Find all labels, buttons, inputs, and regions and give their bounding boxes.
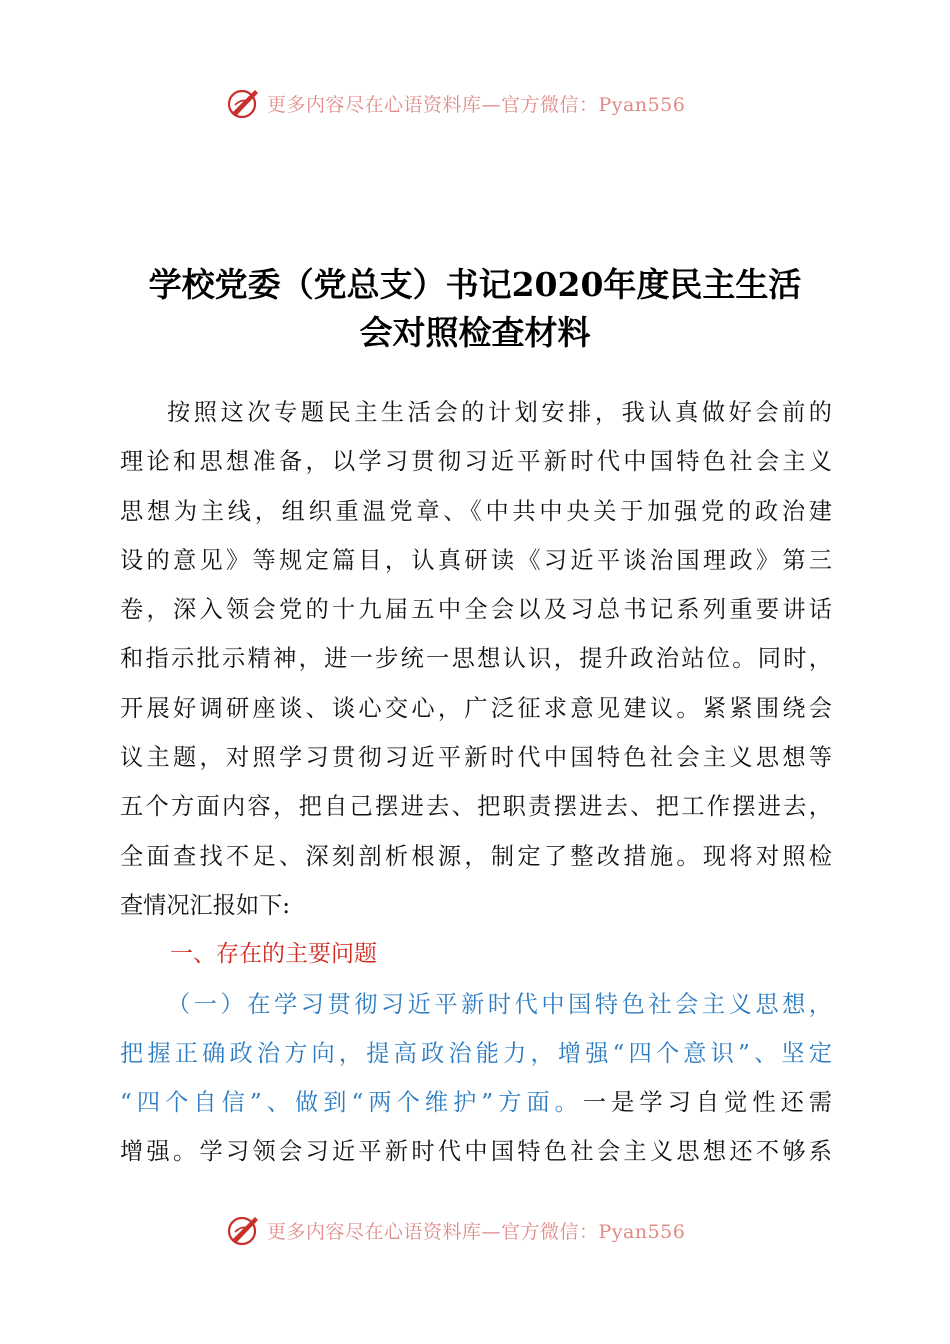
- paragraph-line: 增强。学习领会习近平新时代中国特色社会主义思想还不够系: [120, 1138, 832, 1166]
- paragraph-line: 卷，深入领会党的十九届五中全会以及习总书记系列重要讲话: [120, 596, 832, 624]
- watermark-banner-bottom: [225, 1210, 725, 1250]
- paragraph-line: 开展好调研座谈、谈心交心，广泛征求意见建议。紧紧围绕会: [120, 694, 832, 722]
- paragraph-line: 和指示批示精神，进一步统一思想认识，提升政治站位。同时，: [120, 645, 832, 673]
- quill-logo-icon: [225, 85, 261, 121]
- paragraph-line: 五个方面内容，把自己摆进去、把职责摆进去、把工作摆进去，: [120, 793, 832, 821]
- watermark-text: 更多内容尽在心语资料库—官方微信：Pyan556: [267, 1220, 686, 1243]
- paragraph-text: 一是学习自觉性还需: [582, 1089, 832, 1117]
- subsection-heading-end: “四个自信”、做到“两个维护”方面。: [120, 1089, 583, 1117]
- document-title-line1: 学校党委（党总支）书记2020年度民主生活: [148, 265, 802, 304]
- document-body: [120, 388, 832, 1177]
- paragraph-line: 全面查找不足、深刻剖析根源，制定了整改措施。现将对照检: [120, 842, 832, 870]
- watermark-text: 更多内容尽在心语资料库—官方微信：Pyan556: [267, 93, 686, 116]
- paragraph-line: 思想为主线，组织重温党章、《中共中央关于加强党的政治建: [120, 497, 832, 525]
- paragraph-line: 查情况汇报如下:: [120, 891, 291, 919]
- paragraph-line: 设的意见》等规定篇目，认真研读《习近平谈治国理政》第三: [120, 546, 832, 574]
- watermark-banner-top: [225, 83, 725, 123]
- paragraph-line: 议主题，对照学习贯彻习近平新时代中国特色社会主义思想等: [120, 744, 832, 772]
- subsection-heading-line: 把握正确政治方向，提高政治能力，增强“四个意识”、坚定: [120, 1039, 832, 1067]
- quill-logo-icon: [225, 1212, 261, 1248]
- paragraph-line: 按照这次专题民主生活会的计划安排，我认真做好会前的: [167, 399, 832, 426]
- document-title-line2: 会对照检查材料: [359, 313, 591, 352]
- paragraph-line: 理论和思想准备，以学习贯彻习近平新时代中国特色社会主义: [120, 448, 832, 476]
- section-heading: 一、存在的主要问题: [170, 941, 377, 968]
- subsection-heading-tail-line: [120, 1078, 832, 1127]
- subsection-heading-line: （一）在学习贯彻习近平新时代中国特色社会主义思想，: [167, 990, 832, 1018]
